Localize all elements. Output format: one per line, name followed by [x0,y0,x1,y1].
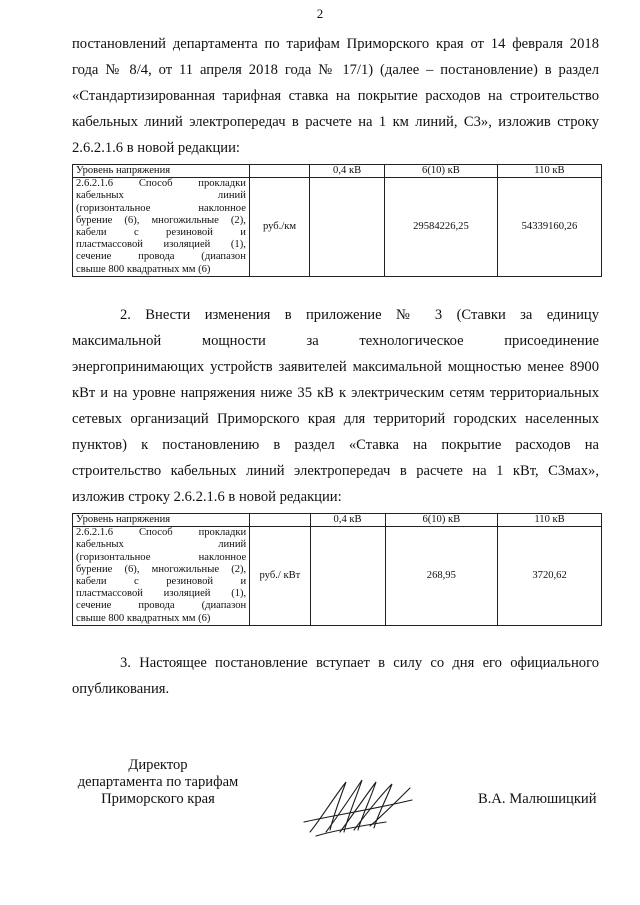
description-line: бурение (6), многожильные (2), [76,214,246,226]
table-header-row [73,514,602,527]
signer-title-line: Директор [128,757,188,773]
description-line: 2.6.2.1.6 Способ прокладки [76,178,246,190]
item-3-line: 3. Настоящее постановление вступает в силу со дня его официального [120,655,599,671]
page-number: 2 [316,6,324,21]
intro-line: кабельных линий электропередач в расчете на 1 км линий, С3», изложив строку [72,114,599,130]
row-description [73,178,250,277]
signer-title-line: департамента по тарифам [77,774,239,790]
description-line: пластмассовой изоляцией (1), [76,239,246,251]
value-04kv [310,178,385,277]
signer-title [58,757,258,808]
description-line: бурение (6), многожильные (2), [76,563,247,575]
header-unit [249,165,309,178]
intro-line: постановлений департамента по тарифам Приморского края от 14 февраля 2018 [72,36,599,52]
intro-line: 2.6.2.1.6 в новой редакции: [72,140,240,156]
row-description [73,527,250,626]
header-voltage-level: Уровень напряжения [73,165,250,178]
description-line: кабельных линий [76,539,247,551]
description-line: сечение провода (диапазон [76,600,247,612]
item-2-line: кВт и на уровне напряжения ниже 35 кВ к электрическим сетям территориальных [72,385,599,401]
value-6-10kv: 268,95 [385,527,498,626]
description-line: 2.6.2.1.6 Способ прокладки [76,527,247,539]
item-2-line: энергопринимающих устройств заявителей максимальной мощностью менее 8900 [72,359,599,375]
description-line: (горизонтальное наклонное [76,551,247,563]
header-110kv: 110 кВ [497,165,601,178]
item-2-line: изложив строку 2.6.2.1.6 в новой редакции: [72,489,342,505]
description-line: кабели с резиновой и [76,576,247,588]
description-line: сечение провода (диапазон [76,251,246,263]
intro-paragraph [72,31,599,161]
intro-line: «Стандартизированная тарифная ставка на покрытие расходов на строительство [72,88,599,104]
tariff-table-km [72,164,602,277]
description-line: свыше 800 квадратных мм (6) [76,612,211,624]
value-110kv: 3720,62 [498,527,602,626]
handwritten-signature [300,770,420,842]
header-voltage-level: Уровень напряжения [73,514,250,527]
description-line: (горизонтальное наклонное [76,202,246,214]
intro-line: года № 8/4, от 11 апреля 2018 года № 17/1) (далее – постановление) в раздел [72,62,599,78]
unit-cell: руб./км [249,178,309,277]
item-3-paragraph [72,650,599,702]
value-04kv [310,527,385,626]
tariff-table-kw [72,513,602,626]
description-line: свыше 800 квадратных мм (6) [76,263,211,275]
header-04kv: 0,4 кВ [310,165,385,178]
item-3-line: опубликования. [72,681,170,697]
description-line: кабельных линий [76,190,246,202]
description-line: кабели с резиновой и [76,227,246,239]
header-unit [250,514,310,527]
signer-name: В.А. Малюшицкий [478,791,597,807]
table-row [73,178,602,277]
value-110kv: 54339160,26 [497,178,601,277]
unit-cell: руб./ кВт [250,527,310,626]
header-6-10kv: 6(10) кВ [385,165,498,178]
item-2-line: максимальной мощности за технологическое присоединение [72,333,599,349]
header-04kv: 0,4 кВ [310,514,385,527]
table-header-row [73,165,602,178]
table-row [73,527,602,626]
item-2-line: сетевых организаций Приморского края для территорий городских населенных [72,411,599,427]
signer-title-line: Приморского края [101,791,215,807]
header-6-10kv: 6(10) кВ [385,514,498,527]
item-2-paragraph [72,302,599,510]
value-6-10kv: 29584226,25 [385,178,498,277]
item-2-line: пунктов) к постановлению в раздел «Ставка на покрытие расходов на [72,437,599,453]
item-2-line: 2. Внести изменения в приложение № 3 (Ставки за единицу [120,307,599,323]
description-line: пластмассовой изоляцией (1), [76,588,247,600]
header-110kv: 110 кВ [498,514,602,527]
item-2-line: строительство кабельных линий электропередач в расчете на 1 кВт, С3мах», [72,463,599,479]
